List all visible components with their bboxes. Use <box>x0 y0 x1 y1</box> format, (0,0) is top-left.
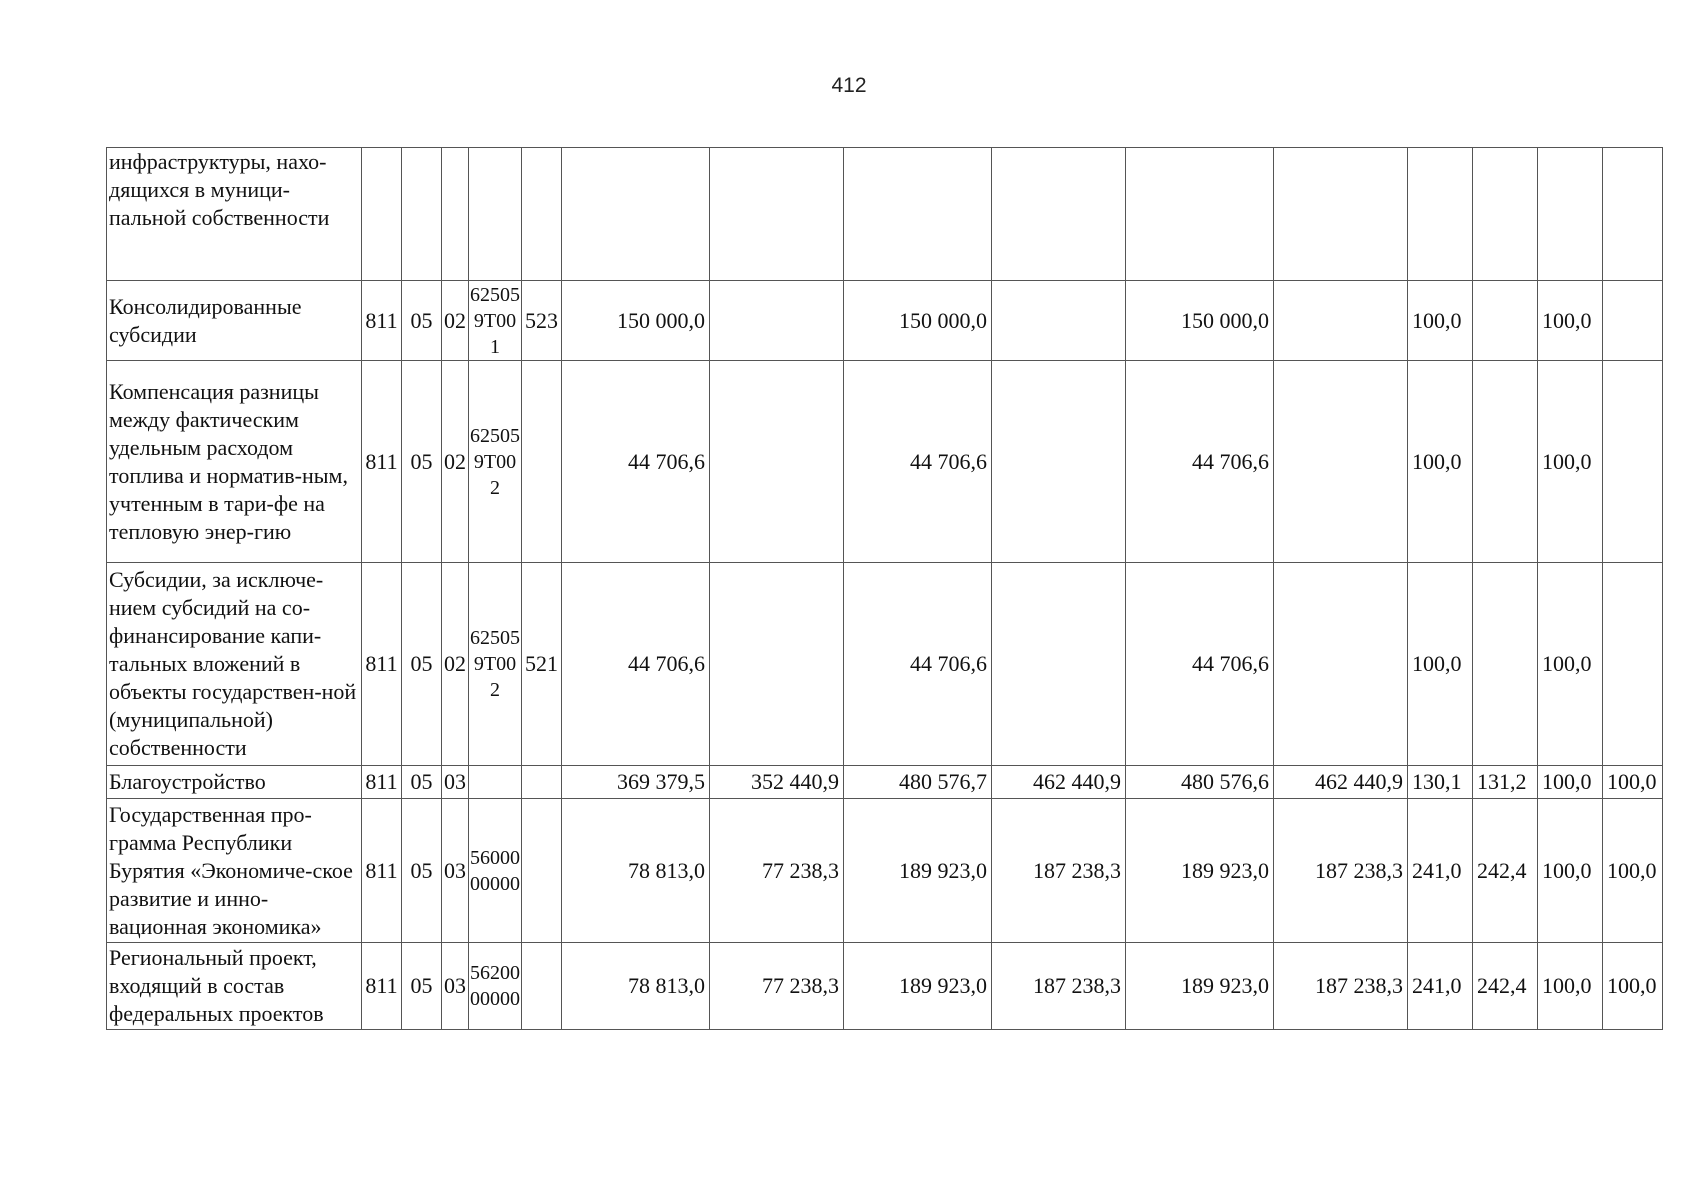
row-name: Субсидии, за исключе-нием субсидий на со-финансирование капи-тальных вложений в объекты государствен-ной (муниципальной) собственности <box>107 563 362 766</box>
amount-2 <box>844 148 992 281</box>
amount-3: 189 923,0 <box>1126 943 1274 1030</box>
subsection-code: 02 <box>442 361 469 563</box>
amount-1-federal: 77 238,3 <box>710 943 844 1030</box>
gr-code <box>362 148 402 281</box>
amount-2-federal <box>992 281 1126 361</box>
gr-code: 811 <box>362 563 402 766</box>
amount-2-federal <box>992 361 1126 563</box>
target-article-code <box>469 766 522 799</box>
section-code: 05 <box>402 361 442 563</box>
amount-2: 150 000,0 <box>844 281 992 361</box>
percent-2-federal <box>1603 281 1663 361</box>
amount-1-federal: 352 440,9 <box>710 766 844 799</box>
subsection-code: 03 <box>442 799 469 943</box>
section-code <box>402 148 442 281</box>
amount-1: 78 813,0 <box>562 943 710 1030</box>
amount-2: 189 923,0 <box>844 799 992 943</box>
amount-3-federal <box>1274 281 1408 361</box>
section-code: 05 <box>402 799 442 943</box>
table-row <box>107 766 1663 799</box>
amount-1-federal <box>710 361 844 563</box>
amount-3: 189 923,0 <box>1126 799 1274 943</box>
expense-type-code: 523 <box>522 281 562 361</box>
percent-1 <box>1408 148 1473 281</box>
row-name: Благоустройство <box>107 766 362 799</box>
target-article-code: 5620000000 <box>469 943 522 1030</box>
row-name: Государственная про-грамма Республики Бурятия «Экономиче-ское развитие и инно-вационная экономика» <box>107 799 362 943</box>
percent-1-federal: 242,4 <box>1473 943 1538 1030</box>
amount-2: 44 706,6 <box>844 563 992 766</box>
amount-3: 44 706,6 <box>1126 361 1274 563</box>
amount-1-federal <box>710 281 844 361</box>
gr-code: 811 <box>362 799 402 943</box>
percent-2-federal: 100,0 <box>1603 799 1663 943</box>
table-row <box>107 281 1663 361</box>
percent-1: 100,0 <box>1408 281 1473 361</box>
percent-1-federal <box>1473 361 1538 563</box>
amount-2-federal <box>992 148 1126 281</box>
percent-1: 241,0 <box>1408 799 1473 943</box>
percent-2 <box>1538 148 1603 281</box>
percent-1-federal: 242,4 <box>1473 799 1538 943</box>
gr-code: 811 <box>362 281 402 361</box>
amount-2: 189 923,0 <box>844 943 992 1030</box>
row-name: инфраструктуры, нахо-дящихся в муници-пальной собственности <box>107 148 362 281</box>
section-code: 05 <box>402 563 442 766</box>
table-row <box>107 148 1663 281</box>
percent-1: 241,0 <box>1408 943 1473 1030</box>
percent-2-federal <box>1603 563 1663 766</box>
expense-type-code: 521 <box>522 563 562 766</box>
subsection-code: 02 <box>442 281 469 361</box>
percent-2: 100,0 <box>1538 563 1603 766</box>
table-row <box>107 361 1663 563</box>
percent-1: 100,0 <box>1408 361 1473 563</box>
subsection-code: 03 <box>442 943 469 1030</box>
table-body <box>107 148 1663 1030</box>
expense-type-code <box>522 361 562 563</box>
amount-3-federal: 462 440,9 <box>1274 766 1408 799</box>
percent-2-federal: 100,0 <box>1603 943 1663 1030</box>
subsection-code <box>442 148 469 281</box>
table-row <box>107 799 1663 943</box>
percent-2-federal <box>1603 148 1663 281</box>
expense-type-code <box>522 148 562 281</box>
percent-2: 100,0 <box>1538 361 1603 563</box>
amount-1 <box>562 148 710 281</box>
amount-3 <box>1126 148 1274 281</box>
percent-2: 100,0 <box>1538 281 1603 361</box>
amount-1: 150 000,0 <box>562 281 710 361</box>
amount-3-federal <box>1274 148 1408 281</box>
percent-1-federal <box>1473 281 1538 361</box>
amount-1: 369 379,5 <box>562 766 710 799</box>
amount-1-federal: 77 238,3 <box>710 799 844 943</box>
target-article-code: 5600000000 <box>469 799 522 943</box>
amount-3-federal: 187 238,3 <box>1274 799 1408 943</box>
target-article-code: 625059Т002 <box>469 361 522 563</box>
percent-1-federal: 131,2 <box>1473 766 1538 799</box>
amount-3-federal: 187 238,3 <box>1274 943 1408 1030</box>
percent-1-federal <box>1473 148 1538 281</box>
percent-2-federal <box>1603 361 1663 563</box>
percent-2-federal: 100,0 <box>1603 766 1663 799</box>
row-name: Компенсация разницы между фактическим удельным расходом топлива и норматив-ным, учтенным в тари-фе на тепловую энер-гию <box>107 361 362 563</box>
gr-code: 811 <box>362 766 402 799</box>
table-row <box>107 943 1663 1030</box>
expense-type-code <box>522 943 562 1030</box>
amount-2-federal: 462 440,9 <box>992 766 1126 799</box>
amount-1: 44 706,6 <box>562 563 710 766</box>
gr-code: 811 <box>362 361 402 563</box>
budget-table <box>106 147 1663 1030</box>
percent-1-federal <box>1473 563 1538 766</box>
row-name: Региональный проект, входящий в состав федеральных проектов <box>107 943 362 1030</box>
target-article-code: 625059Т002 <box>469 563 522 766</box>
amount-2: 44 706,6 <box>844 361 992 563</box>
percent-2: 100,0 <box>1538 766 1603 799</box>
percent-1: 130,1 <box>1408 766 1473 799</box>
amount-2-federal: 187 238,3 <box>992 943 1126 1030</box>
amount-3: 150 000,0 <box>1126 281 1274 361</box>
section-code: 05 <box>402 943 442 1030</box>
percent-2: 100,0 <box>1538 943 1603 1030</box>
table-row <box>107 563 1663 766</box>
section-code: 05 <box>402 281 442 361</box>
amount-3-federal <box>1274 563 1408 766</box>
amount-1-federal <box>710 563 844 766</box>
amount-3: 44 706,6 <box>1126 563 1274 766</box>
amount-3: 480 576,6 <box>1126 766 1274 799</box>
page-number: 412 <box>831 74 867 97</box>
amount-3-federal <box>1274 361 1408 563</box>
target-article-code <box>469 148 522 281</box>
subsection-code: 03 <box>442 766 469 799</box>
section-code: 05 <box>402 766 442 799</box>
expense-type-code <box>522 766 562 799</box>
amount-1: 44 706,6 <box>562 361 710 563</box>
percent-1: 100,0 <box>1408 563 1473 766</box>
target-article-code: 625059Т001 <box>469 281 522 361</box>
amount-2: 480 576,7 <box>844 766 992 799</box>
amount-1-federal <box>710 148 844 281</box>
amount-1: 78 813,0 <box>562 799 710 943</box>
amount-2-federal <box>992 563 1126 766</box>
percent-2: 100,0 <box>1538 799 1603 943</box>
expense-type-code <box>522 799 562 943</box>
amount-2-federal: 187 238,3 <box>992 799 1126 943</box>
subsection-code: 02 <box>442 563 469 766</box>
row-name: Консолидированные субсидии <box>107 281 362 361</box>
gr-code: 811 <box>362 943 402 1030</box>
